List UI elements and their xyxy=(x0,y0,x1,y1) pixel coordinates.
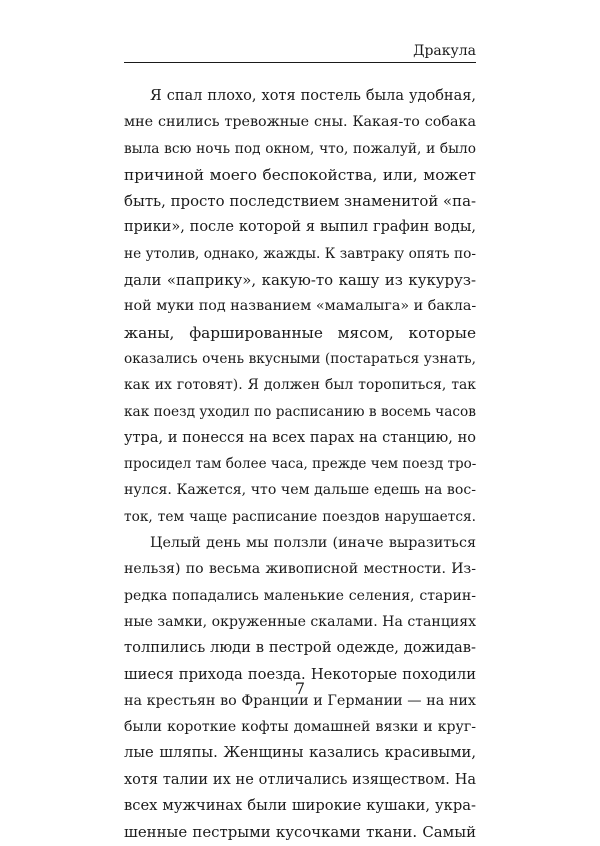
text-line: как поезд уходил по расписанию в восемь часов xyxy=(124,403,476,420)
text-line: не утолив, однако, жажды. К завтраку опять по- xyxy=(124,245,476,262)
text-line: шиеся прихода поезда. Некоторые походили xyxy=(124,665,476,683)
text-line: ные замки, окруженные скалами. На станциях xyxy=(124,613,477,630)
text-line: всех мужчинах были широкие кушаки, укра- xyxy=(124,797,476,815)
running-header-title: Дракула xyxy=(413,43,476,59)
text-line: дали «паприку», какую-то кашу из кукуруз- xyxy=(124,271,476,290)
text-line: мне снились тревожные сны. Какая-то собака xyxy=(124,114,476,131)
text-line: ток, тем чаще расписание поездов нарушается. xyxy=(124,508,476,525)
text-line: были короткие кофты домашней вязки и круг- xyxy=(124,719,476,736)
text-line: лые шляпы. Женщины казались красивыми, xyxy=(124,744,476,762)
text-line: нулся. Кажется, что чем дальше едешь на вос- xyxy=(124,482,476,499)
text-line: хотя талии их не отличались изяществом. На xyxy=(124,771,476,788)
text-line: ной муки под названием «мамалыга» и бакла- xyxy=(124,298,477,315)
text-line: шенные пестрыми кусочками ткани. Самый xyxy=(124,823,476,842)
text-line: оказались очень вкусными (постараться узнать, xyxy=(124,350,476,367)
text-line: нельзя) по весьма живописной местности. Из- xyxy=(124,561,476,578)
text-line: жаны, фаршированные мясом, которые xyxy=(124,323,476,342)
text-line: как их готовят). Я должен был торопиться, так xyxy=(124,377,476,394)
text-line: толпились люди в пестрой одежде, дожидав- xyxy=(124,639,476,657)
text-line: на крестьян во Франции и Германии — на них xyxy=(124,692,476,709)
text-line: быть, просто последствием знаменитой «па- xyxy=(124,192,476,211)
text-line: Целый день мы ползли (иначе выразиться xyxy=(150,535,476,552)
header-rule xyxy=(124,62,476,63)
text-line: утра, и понесся на всех парах на станцию, но xyxy=(124,429,476,446)
body-text xyxy=(124,83,476,846)
text-line: выла всю ночь под окном, что, пожалуй, и было xyxy=(124,140,476,157)
text-line: редка попадались маленькие селения, старин- xyxy=(124,587,476,604)
text-line: прики», после которой я выпил графин воды, xyxy=(124,219,476,236)
text-line: Я спал плохо, хотя постель была удобная, xyxy=(150,88,476,104)
page-number: 7 xyxy=(294,679,306,698)
text-line: просидел там более часа, прежде чем поезд тро- xyxy=(124,456,477,473)
text-line: причиной моего беспокойства, или, может xyxy=(124,165,476,184)
